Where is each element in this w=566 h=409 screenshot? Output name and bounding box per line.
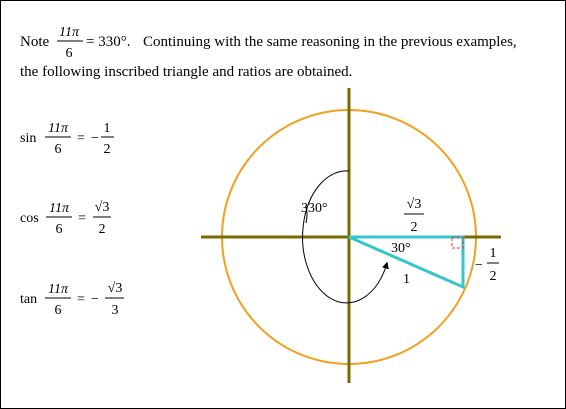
hypotenuse-label: 1 [403, 272, 410, 287]
tan-result-num: √3 [107, 281, 123, 296]
content-canvas [1, 1, 565, 408]
sin-arg-num: 11π [48, 121, 68, 136]
sin-ratio [20, 121, 114, 157]
adjacent-num: √3 [406, 197, 422, 212]
intro-paragraph [20, 25, 517, 80]
cos-result-num: √3 [94, 200, 110, 215]
opposite-num: 1 [489, 246, 497, 261]
sin-result-den: 2 [103, 142, 111, 157]
cos-arg-den: 6 [55, 222, 63, 237]
right-angle-marker [452, 237, 463, 248]
tan-equals: = [77, 292, 85, 307]
opposite-sign: − [475, 258, 483, 273]
cos-name: cos [20, 211, 39, 226]
tan-arg-num: 11π [48, 282, 68, 297]
tan-ratio [20, 281, 124, 318]
sin-result-num: 1 [103, 121, 111, 136]
sin-sign: − [91, 131, 99, 146]
tan-arg-den: 6 [54, 303, 62, 318]
intro-line2: the following inscribed triangle and ratios are obtained. [20, 64, 353, 80]
adjacent-side-label [404, 197, 424, 235]
intro-note-word: Note [20, 34, 50, 50]
intro-frac-num: 11π [59, 25, 79, 40]
cos-ratio [20, 200, 111, 237]
intro-sentence: Continuing with the same reasoning in the previous examples, [143, 34, 517, 50]
sin-equals: = [77, 131, 85, 146]
opposite-den: 2 [489, 269, 497, 284]
sin-arg-den: 6 [54, 142, 62, 157]
cos-arg-num: 11π [49, 201, 69, 216]
cos-result-den: 2 [98, 222, 106, 237]
intro-frac-den: 6 [65, 46, 73, 61]
tan-name: tan [20, 292, 38, 307]
sin-name: sin [20, 131, 37, 146]
tan-result-den: 3 [111, 303, 119, 318]
cos-equals: = [78, 211, 86, 226]
unit-circle-diagram [201, 88, 501, 383]
ref-angle-label-30: 30° [391, 241, 411, 256]
intro-equals-angle: = 330°. [86, 34, 131, 50]
angle-label-330: 330° [301, 201, 328, 216]
adjacent-den: 2 [410, 220, 418, 235]
tan-sign: − [91, 292, 99, 307]
opposite-side-label [475, 246, 499, 284]
